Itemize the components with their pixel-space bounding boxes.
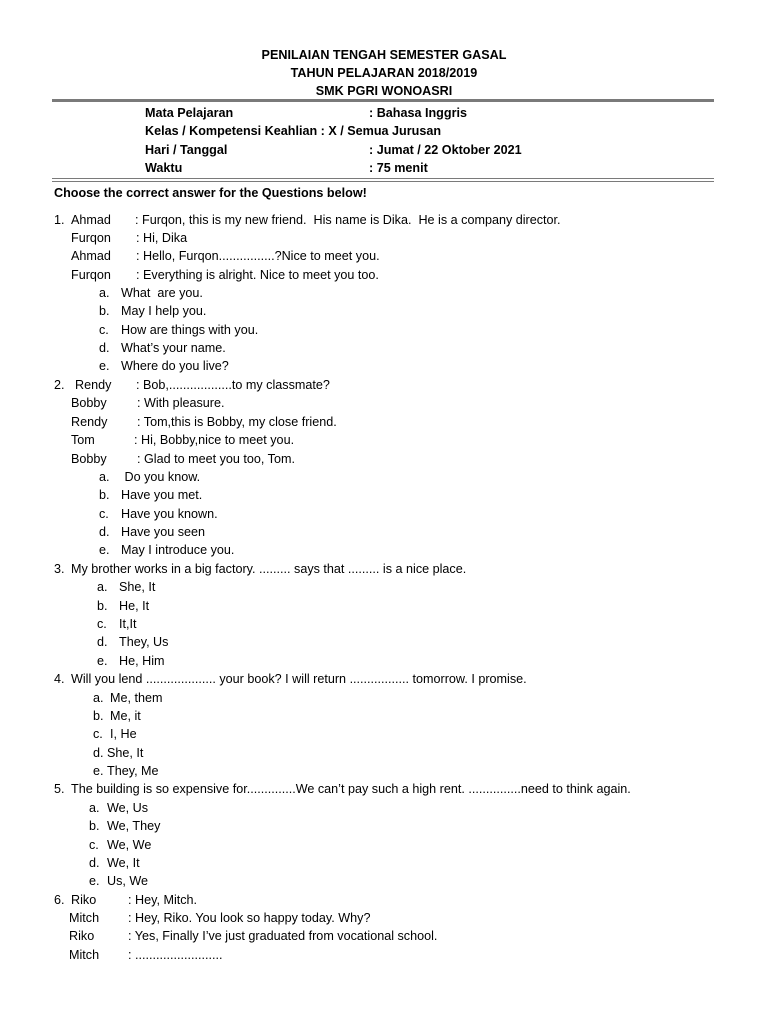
option-letter: b. [99, 488, 110, 502]
q2-speaker: Rendy [71, 415, 108, 429]
q4-text: Will you lend .................... your book? I will return ................. tomorrow. I promise. [71, 672, 527, 686]
option-letter: a. [93, 691, 104, 705]
q3-number: 3. [54, 562, 65, 576]
day-label: Hari / Tanggal [145, 143, 228, 157]
q6-line: : Hey, Riko. You look so happy today. Why? [128, 911, 371, 925]
q1-speaker: Furqon [71, 268, 111, 282]
option-text: I, He [110, 727, 137, 741]
option-letter: b. [93, 709, 104, 723]
option-letter: a. [97, 580, 108, 594]
option-text: They, Us [119, 635, 169, 649]
option-text: Have you met. [121, 488, 203, 502]
option-letter: b. [89, 819, 100, 833]
option-letter: c. [89, 838, 99, 852]
q2-speaker: Rendy [75, 378, 112, 392]
option-letter: d. [93, 746, 104, 760]
q2-line: : Hi, Bobby,nice to meet you. [134, 433, 295, 447]
q1-number: 1. [54, 213, 65, 227]
option-text: He, It [119, 599, 150, 613]
option-text: Do you know. [121, 470, 201, 484]
day-value: : Jumat / 22 Oktober 2021 [369, 143, 522, 157]
option-letter: e. [97, 654, 108, 668]
option-text: May I introduce you. [121, 543, 235, 557]
time-value: : 75 menit [369, 161, 428, 175]
q1-speaker: Ahmad [71, 213, 111, 227]
q2-line: : Tom,this is Bobby, my close friend. [137, 415, 337, 429]
option-letter: c. [99, 323, 109, 337]
option-letter: a. [99, 470, 110, 484]
option-letter: d. [97, 635, 108, 649]
option-text: She, It [107, 746, 144, 760]
q6-line: : ......................... [128, 948, 223, 962]
option-text: It,It [119, 617, 137, 631]
q6-speaker: Mitch [69, 948, 100, 962]
option-letter: d. [99, 525, 110, 539]
header-line-1: PENILAIAN TENGAH SEMESTER GASAL [261, 48, 507, 62]
option-letter: a. [99, 286, 110, 300]
option-letter: d. [89, 856, 100, 870]
option-text: We, Us [107, 801, 149, 815]
q5-text: The building is so expensive for..............We can’t pay such a high rent. ...............need to think again. [71, 782, 631, 796]
q6-number: 6. [54, 893, 65, 907]
option-letter: c. [93, 727, 103, 741]
option-letter: d. [99, 341, 110, 355]
option-text: What are you. [121, 286, 203, 300]
q6-speaker: Mitch [69, 911, 100, 925]
q6-line: : Hey, Mitch. [128, 893, 198, 907]
header-line-3: SMK PGRI WONOASRI [315, 84, 453, 98]
option-letter: c. [99, 507, 109, 521]
option-letter: e. [93, 764, 104, 778]
option-text: Have you known. [121, 507, 218, 521]
q6-line: : Yes, Finally I’ve just graduated from vocational school. [128, 929, 438, 943]
q6-speaker: Riko [71, 893, 97, 907]
q1-line: : Everything is alright. Nice to meet you too. [136, 268, 379, 282]
option-text: Me, it [110, 709, 141, 723]
option-letter: e. [99, 359, 110, 373]
option-letter: e. [99, 543, 110, 557]
time-label: Waktu [145, 161, 183, 175]
q2-speaker: Tom [71, 433, 95, 447]
option-letter: c. [97, 617, 107, 631]
q1-speaker: Ahmad [71, 249, 111, 263]
q1-line: : Hello, Furqon................?Nice to meet you. [136, 249, 380, 263]
option-letter: b. [99, 304, 110, 318]
option-text: How are things with you. [121, 323, 259, 337]
option-text: May I help you. [121, 304, 207, 318]
q1-line: : Furqon, this is my new friend. His name is Dika. He is a company director. [135, 213, 561, 227]
q2-line: : Bob,..................to my classmate? [136, 378, 330, 392]
option-letter: b. [97, 599, 108, 613]
header-divider [52, 99, 714, 102]
option-text: Me, them [110, 691, 163, 705]
option-text: She, It [119, 580, 156, 594]
q3-text: My brother works in a big factory. ......... says that ......... is a nice place. [71, 562, 467, 576]
q2-speaker: Bobby [71, 396, 107, 410]
option-text: We, They [107, 819, 161, 833]
q2-line: : With pleasure. [137, 396, 225, 410]
subject-value: : Bahasa Inggris [369, 106, 467, 120]
option-text: They, Me [107, 764, 159, 778]
option-letter: a. [89, 801, 100, 815]
instruction: Choose the correct answer for the Questions below! [54, 186, 367, 200]
q6-speaker: Riko [69, 929, 95, 943]
q2-line: : Glad to meet you too, Tom. [137, 452, 295, 466]
option-text: What’s your name. [121, 341, 226, 355]
q5-number: 5. [54, 782, 65, 796]
q4-number: 4. [54, 672, 65, 686]
option-text: Have you seen [121, 525, 206, 539]
option-text: Us, We [107, 874, 149, 888]
header-line-2: TAHUN PELAJARAN 2018/2019 [290, 66, 478, 80]
class-line: Kelas / Kompetensi Keahlian : X / Semua Jurusan [145, 124, 442, 138]
q2-speaker: Bobby [71, 452, 107, 466]
option-letter: e. [89, 874, 100, 888]
option-text: We, We [107, 838, 152, 852]
q1-line: : Hi, Dika [136, 231, 188, 245]
q2-number: 2. [54, 378, 65, 392]
option-text: He, Him [119, 654, 165, 668]
option-text: Where do you live? [121, 359, 229, 373]
subject-label: Mata Pelajaran [145, 106, 234, 120]
option-text: We, It [107, 856, 140, 870]
q1-speaker: Furqon [71, 231, 111, 245]
info-divider-top [52, 178, 714, 179]
info-divider-bottom [52, 181, 714, 182]
